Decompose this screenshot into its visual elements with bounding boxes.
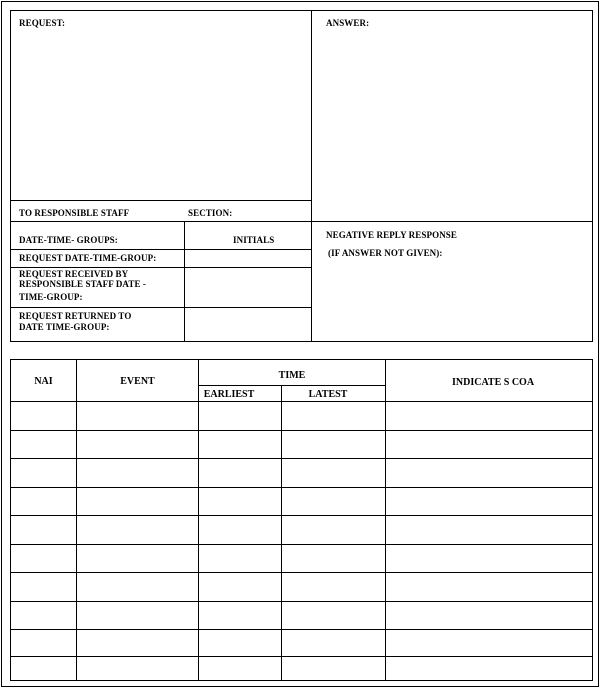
event-cell[interactable]	[77, 516, 198, 544]
event-cell[interactable]	[77, 402, 198, 430]
indicates-coa-cell[interactable]	[386, 431, 592, 458]
latest-cell[interactable]	[282, 516, 385, 544]
nai-cell[interactable]	[11, 516, 76, 544]
request-bottom-line	[10, 200, 311, 201]
to-responsible-staff-label: TO RESPONSIBLE STAFF	[19, 208, 130, 218]
negative-reply-label: NEGATIVE REPLY RESPONSE	[326, 230, 457, 240]
event-cell[interactable]	[77, 573, 198, 601]
header-nai: NAI	[34, 376, 53, 387]
event-cell[interactable]	[77, 488, 198, 515]
request-dtg-initials-field[interactable]	[185, 250, 311, 267]
request-label: REQUEST:	[19, 18, 66, 28]
nai-cell[interactable]	[11, 488, 76, 515]
indicates-coa-cell[interactable]	[386, 545, 592, 572]
indicates-coa-cell[interactable]	[386, 573, 592, 601]
time-subheader-line	[198, 385, 385, 386]
request-dtg-label: REQUEST DATE-TIME-GROUP:	[19, 253, 157, 263]
request-received-label-1: REQUEST RECEIVED BY	[19, 269, 129, 279]
indicates-coa-cell[interactable]	[386, 657, 592, 680]
latest-cell[interactable]	[282, 431, 385, 458]
negative-reply-field[interactable]	[312, 262, 592, 341]
staff-section-line	[10, 221, 593, 222]
header-indicates-coa: INDICATE S COA	[452, 377, 535, 388]
indicates-coa-cell[interactable]	[386, 630, 592, 656]
earliest-cell[interactable]	[199, 573, 281, 601]
event-cell[interactable]	[77, 602, 198, 629]
earliest-cell[interactable]	[199, 630, 281, 656]
initials-label: INITIALS	[233, 235, 275, 245]
event-cell[interactable]	[77, 630, 198, 656]
latest-cell[interactable]	[282, 630, 385, 656]
answer-field[interactable]	[312, 11, 592, 221]
indicates-coa-cell[interactable]	[386, 602, 592, 629]
event-cell[interactable]	[77, 431, 198, 458]
indicates-coa-cell[interactable]	[386, 402, 592, 430]
request-received-label-2: RESPONSIBLE STAFF DATE -	[19, 279, 147, 289]
nai-cell[interactable]	[11, 402, 76, 430]
request-returned-initials-field[interactable]	[185, 308, 311, 341]
indicates-coa-cell[interactable]	[386, 459, 592, 487]
indicates-coa-cell[interactable]	[386, 516, 592, 544]
request-returned-label-1: REQUEST RETURNED TO	[19, 311, 132, 321]
header-event: EVENT	[120, 376, 155, 387]
nai-cell[interactable]	[11, 657, 76, 680]
event-cell[interactable]	[77, 545, 198, 572]
earliest-cell[interactable]	[199, 657, 281, 680]
event-cell[interactable]	[77, 459, 198, 487]
request-returned-label-2: DATE TIME-GROUP:	[19, 322, 110, 332]
earliest-cell[interactable]	[199, 545, 281, 572]
earliest-cell[interactable]	[199, 431, 281, 458]
latest-cell[interactable]	[282, 545, 385, 572]
request-field[interactable]	[11, 11, 311, 199]
if-answer-not-given-label: (IF ANSWER NOT GIVEN):	[328, 248, 443, 258]
earliest-cell[interactable]	[199, 516, 281, 544]
latest-cell[interactable]	[282, 488, 385, 515]
earliest-cell[interactable]	[199, 402, 281, 430]
nai-cell[interactable]	[11, 459, 76, 487]
latest-cell[interactable]	[282, 573, 385, 601]
nai-cell[interactable]	[11, 630, 76, 656]
earliest-cell[interactable]	[199, 459, 281, 487]
dtg-label: DATE-TIME- GROUPS:	[19, 235, 118, 245]
earliest-cell[interactable]	[199, 602, 281, 629]
header-earliest: EARLIEST	[203, 389, 255, 400]
nai-cell[interactable]	[11, 602, 76, 629]
section-label: SECTION:	[188, 208, 233, 218]
indicates-coa-cell[interactable]	[386, 488, 592, 515]
header-latest: LATEST	[308, 389, 348, 400]
request-received-initials-field[interactable]	[185, 268, 311, 306]
nai-cell[interactable]	[11, 545, 76, 572]
earliest-cell[interactable]	[199, 488, 281, 515]
answer-label: ANSWER:	[326, 18, 370, 28]
latest-cell[interactable]	[282, 459, 385, 487]
latest-cell[interactable]	[282, 657, 385, 680]
latest-cell[interactable]	[282, 602, 385, 629]
nai-cell[interactable]	[11, 431, 76, 458]
header-time: TIME	[278, 370, 306, 381]
latest-cell[interactable]	[282, 402, 385, 430]
event-cell[interactable]	[77, 657, 198, 680]
request-received-label-3: TIME-GROUP:	[19, 292, 83, 302]
nai-cell[interactable]	[11, 573, 76, 601]
